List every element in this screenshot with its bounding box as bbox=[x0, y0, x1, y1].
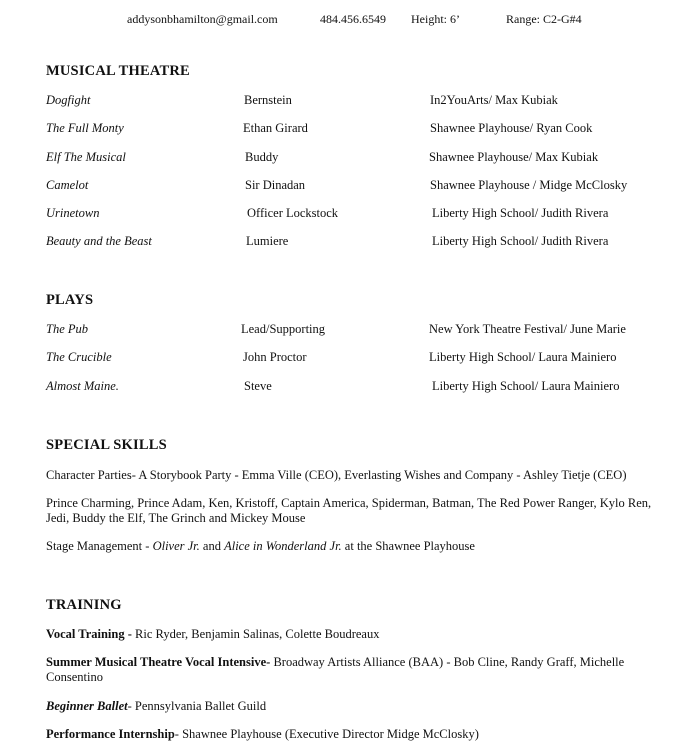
credit-role: Lumiere bbox=[246, 234, 289, 248]
ballet-text: - Pennsylvania Ballet Guild bbox=[127, 699, 267, 713]
credit-venue: Liberty High School/ Laura Mainiero bbox=[432, 379, 620, 393]
credit-show: Beauty and the Beast bbox=[46, 234, 152, 248]
credit-role: Sir Dinadan bbox=[245, 178, 306, 192]
credit-role: Officer Lockstock bbox=[247, 206, 339, 220]
credit-show: The Crucible bbox=[46, 350, 112, 364]
internship-line bbox=[46, 727, 666, 742]
show-title: Oliver Jr. bbox=[152, 539, 200, 553]
intensive-label: Summer Musical Theatre Vocal Intensive- bbox=[46, 655, 271, 669]
credit-show: Urinetown bbox=[46, 206, 100, 220]
ballet-line bbox=[46, 699, 666, 714]
credit-show: Almost Maine. bbox=[46, 379, 119, 393]
intensive-text: Broadway Artists Alliance (BAA) - Bob Cline, Randy Graff, Michelle Consentino bbox=[46, 655, 625, 684]
credit-venue: Shawnee Playhouse/ Max Kubiak bbox=[429, 150, 599, 164]
special-skills-heading: SPECIAL SKILLS bbox=[46, 437, 167, 453]
credit-venue: Liberty High School/ Laura Mainiero bbox=[429, 350, 617, 364]
internship-text: - Shawnee Playhouse (Executive Director Midge McClosky) bbox=[174, 727, 479, 741]
credit-show: Elf The Musical bbox=[46, 150, 126, 164]
credit-venue: In2YouArts/ Max Kubiak bbox=[430, 93, 558, 107]
vocal-training-line bbox=[46, 627, 666, 642]
contact-phone: 484.456.6549 bbox=[320, 12, 386, 26]
credit-show: The Pub bbox=[46, 322, 89, 336]
credit-venue: New York Theatre Festival/ June Marie bbox=[429, 322, 626, 336]
musical-theatre-heading: MUSICAL THEATRE bbox=[46, 63, 190, 79]
ballet-label: Beginner Ballet bbox=[46, 699, 128, 713]
credit-role: Lead/Supporting bbox=[241, 322, 326, 336]
vocal-training-label: Vocal Training - bbox=[46, 627, 136, 641]
credit-role: Ethan Girard bbox=[243, 121, 308, 135]
training-heading: TRAINING bbox=[46, 597, 122, 613]
vocal-training-text: Ric Ryder, Benjamin Salinas, Colette Boudreaux bbox=[135, 627, 380, 641]
plays-heading: PLAYS bbox=[46, 292, 94, 308]
vocal-range: Range: C2-G#4 bbox=[506, 12, 582, 26]
credit-venue: Liberty High School/ Judith Rivera bbox=[432, 206, 609, 220]
credit-show: Camelot bbox=[46, 178, 89, 192]
credit-show: Dogfight bbox=[46, 93, 91, 107]
credit-role: Buddy bbox=[245, 150, 279, 164]
contact-email: addysonbhamilton@gmail.com bbox=[127, 12, 278, 26]
conjunction-text: and bbox=[199, 539, 225, 553]
credit-role: Bernstein bbox=[244, 93, 292, 107]
character-parties-text: Character Parties- A Storybook Party - Emma Ville (CEO), Everlasting Wishes and Company - Ashley Tietje (CEO) bbox=[46, 468, 627, 482]
credit-show: The Full Monty bbox=[46, 121, 124, 135]
intensive-line bbox=[46, 655, 666, 685]
credit-role: John Proctor bbox=[243, 350, 307, 364]
stage-management-suffix: at the Shawnee Playhouse bbox=[341, 539, 475, 553]
characters-list-text: Prince Charming, Prince Adam, Ken, Kristoff, Captain America, Spiderman, Batman, The Red Power Ranger, Kylo Ren, Jedi, Buddy the Elf, The Grinch and Mickey Mouse bbox=[46, 496, 652, 525]
stage-management-prefix: Stage Management - bbox=[46, 539, 153, 553]
stage-management-text bbox=[46, 539, 666, 554]
credit-venue: Shawnee Playhouse/ Ryan Cook bbox=[430, 121, 593, 135]
internship-label: Performance Internship bbox=[46, 727, 175, 741]
credit-venue: Liberty High School/ Judith Rivera bbox=[432, 234, 609, 248]
height-info: Height: 6’ bbox=[411, 12, 460, 26]
show-title: Alice in Wonderland Jr. bbox=[224, 539, 342, 553]
credit-role: Steve bbox=[244, 379, 272, 393]
credit-venue: Shawnee Playhouse / Midge McClosky bbox=[430, 178, 628, 192]
